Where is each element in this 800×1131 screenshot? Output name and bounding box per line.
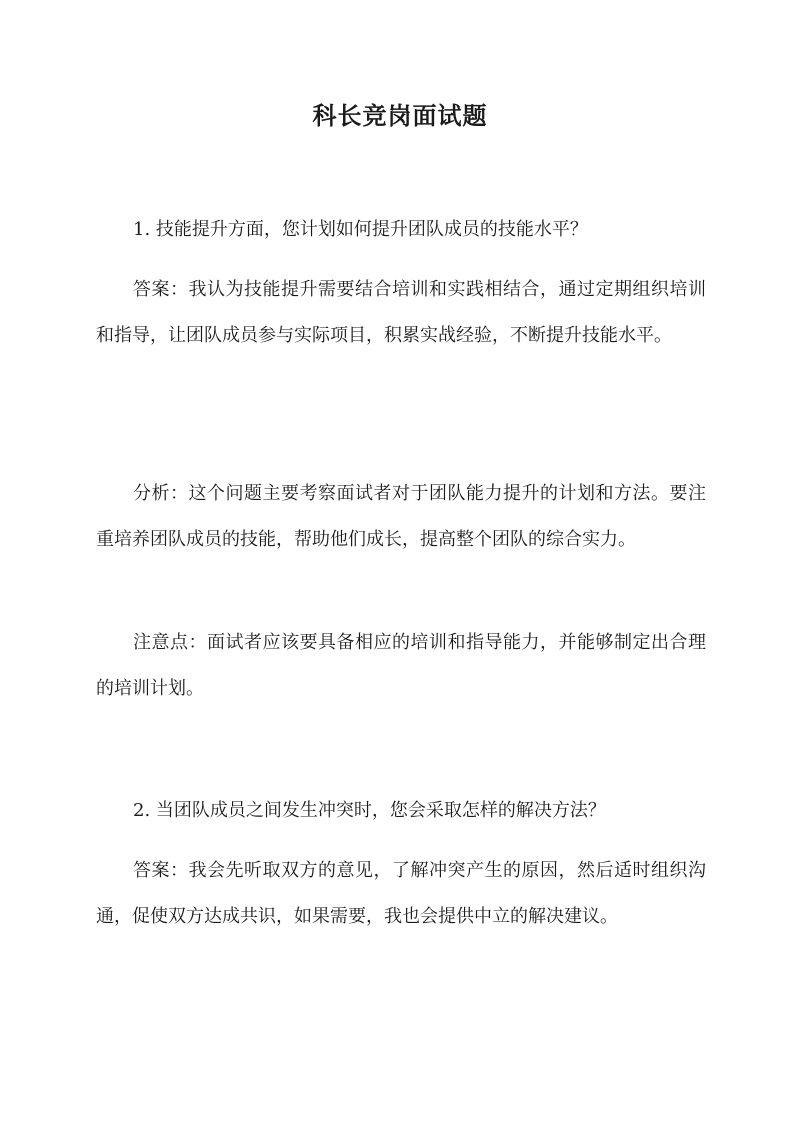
document-title: 科长竞岗面试题 (312, 101, 488, 130)
analysis-1: 分析：这个问题主要考察面试者对于团队能力提升的计划和方法。要注重培养团队成员的技能，帮助他们成长，提高整个团队的综合实力。 (96, 483, 706, 550)
answer-1: 答案：我认为技能提升需要结合培训和实践相结合，通过定期组织培训和指导，让团队成员参与实际项目，积累实战经验，不断提升技能水平。 (96, 279, 706, 346)
answer-2: 答案：我会先听取双方的意见，了解冲突产生的原因，然后适时组织沟通，促使双方达成共识，如果需要，我也会提供中立的解决建议。 (96, 860, 706, 927)
notes-1: 注意点：面试者应该要具备相应的培训和指导能力，并能够制定出合理的培训计划。 (96, 632, 706, 699)
question-1: 1. 技能提升方面，您计划如何提升团队成员的技能水平？ (133, 219, 588, 240)
question-2: 2. 当团队成员之间发生冲突时，您会采取怎样的解决方法？ (133, 800, 606, 821)
